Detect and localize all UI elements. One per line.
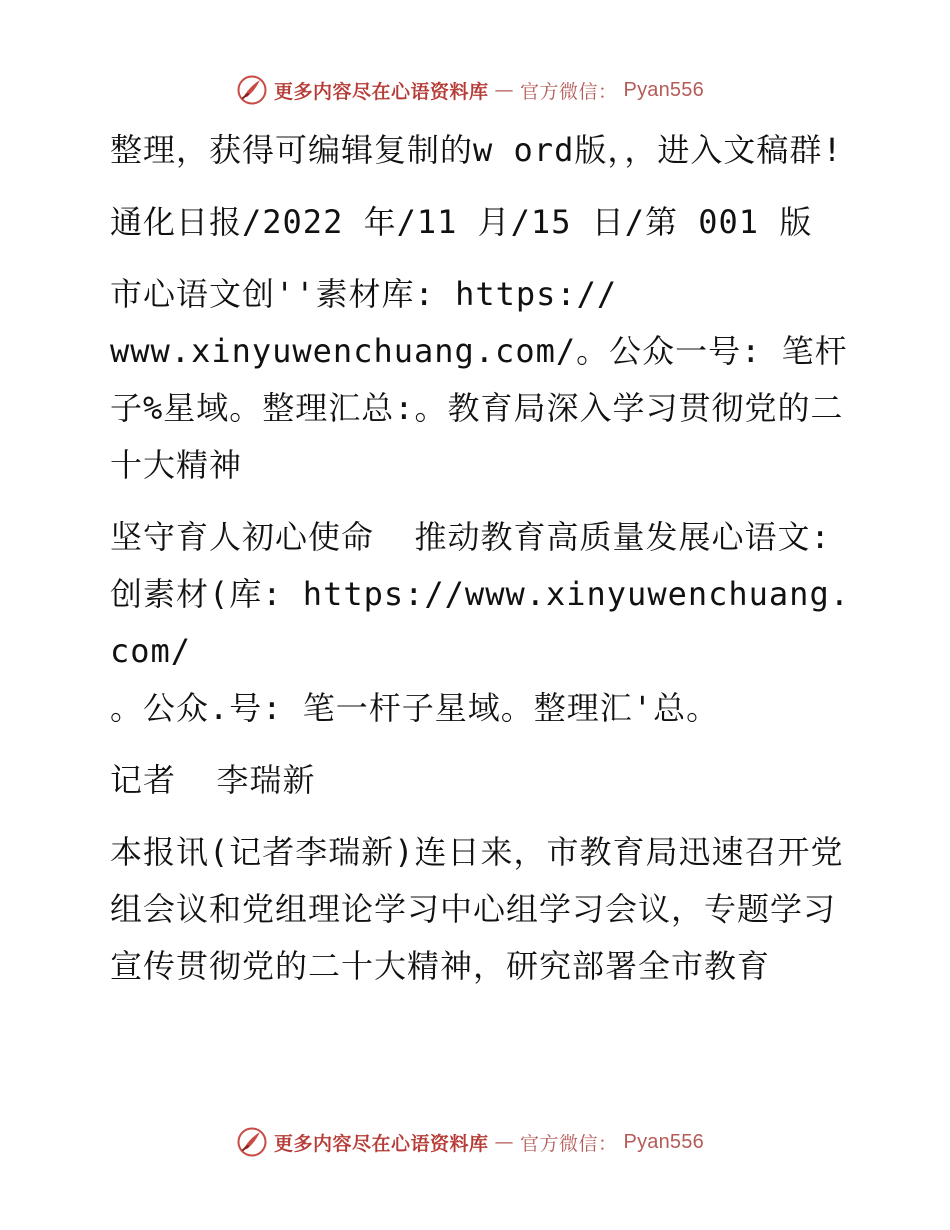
- title-paragraph: 市心语文创''素材库: https:// www.xinyuwenchuang.com/。公众一号: 笔杆子%星域。整理汇总:。教育局深入学习贯彻党的二十大精神: [110, 275, 848, 484]
- body-paragraph: 本报讯(记者李瑞新)连日来，市教育局迅速召开党组会议和党组理论学习中心组学习会议，专题学习宣传贯彻党的二十大精神，研究部署全市教育: [110, 833, 844, 985]
- footer-wechat-label: 官方微信：: [520, 1132, 618, 1155]
- publication-line: 通化日报/2022 年/11 月/15 日/第 001 版: [110, 203, 813, 241]
- header-wechat-id: Pyan556: [623, 78, 704, 101]
- footer-brand-text: 更多内容尽在心语资料库: [274, 1132, 489, 1155]
- quill-pen-logo-icon: [236, 74, 268, 106]
- header-wechat-label: 官方微信：: [520, 80, 618, 103]
- intro-paragraph: 整理，获得可编辑复制的w ord版，，进入文稿群!: [110, 131, 843, 169]
- footer-wechat-id: Pyan556: [623, 1130, 704, 1153]
- footer-separator: —: [494, 1131, 515, 1153]
- reporter-line: 记者 李瑞新: [110, 761, 316, 799]
- header-banner: [236, 72, 736, 108]
- footer-banner: [236, 1124, 736, 1160]
- header-separator: —: [494, 79, 515, 101]
- quill-pen-logo-icon: [236, 1126, 268, 1158]
- document-body: [98, 122, 858, 1010]
- subtitle-paragraph: 坚守育人初心使命 推动教育高质量发展心语文: 创素材(库: https://www.xinyuwenchuang.com/ 。公众.号: 笔一杆子星域。整理汇'总。: [110, 518, 850, 727]
- header-brand-text: 更多内容尽在心语资料库: [274, 80, 489, 103]
